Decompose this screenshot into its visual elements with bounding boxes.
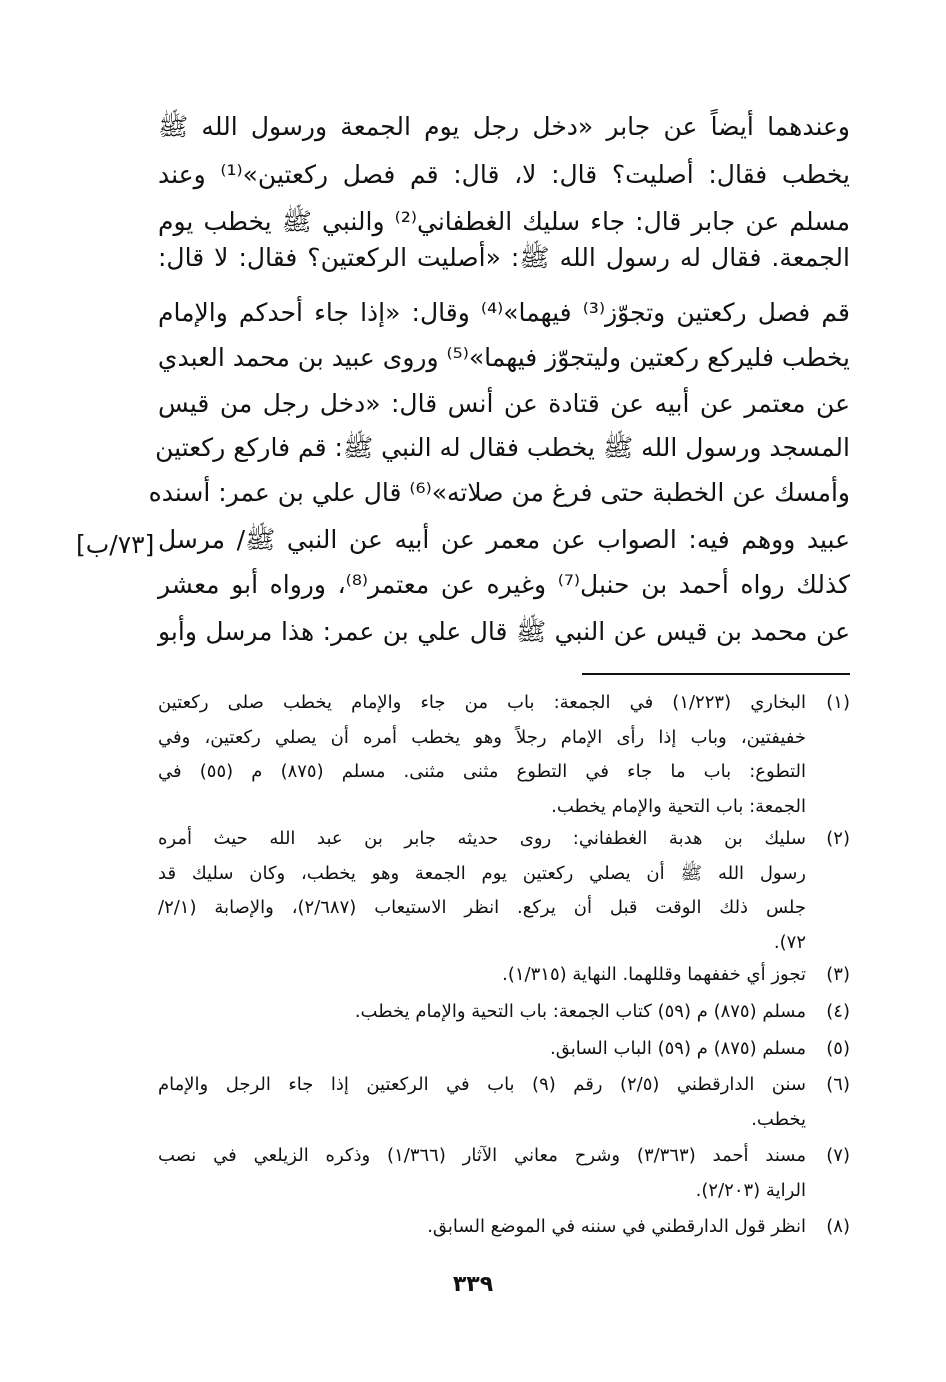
footnote bbox=[158, 822, 850, 960]
footnote bbox=[158, 1210, 850, 1245]
footnote-text bbox=[158, 958, 806, 993]
footnote-number: (٥) bbox=[826, 1038, 850, 1059]
footnote-line: انظر قول الدارقطني في سننه في الموضع السابق. bbox=[427, 1216, 806, 1237]
footnote-number: (١) bbox=[826, 692, 850, 713]
footnote-line: التطوع: باب ما جاء في التطوع مثنى مثنى. مسلم (٨٧٥) م (٥٥) في bbox=[158, 761, 806, 782]
main-text-line: قم فصل ركعتين وتجوّز⁽³⁾ فيهما»⁽⁴⁾ وقال: «إذا جاء أحدكم والإمام bbox=[158, 298, 850, 327]
footnote-line: جلس ذلك الوقت قبل أن يركع. انظر الاستيعاب (٢/٦٨٧)، والإصابة (٢/١/ bbox=[158, 897, 807, 918]
footnote-line: الجمعة: باب التحية والإمام يخطب. bbox=[551, 795, 806, 817]
main-text-line: الجمعة. فقال له رسول الله ﷺ: «أصليت الركعتين؟ فقال: لا قال: bbox=[158, 243, 850, 272]
footnote-line: مسلم (٨٧٥) م (٥٩) الباب السابق. bbox=[550, 1038, 806, 1059]
footnote-line: الراية (٢/٢٠٣). bbox=[695, 1179, 806, 1201]
footnote-line: خفيفتين، وباب إذا رأى الإمام رجلاً وهو يخطب أمره أن يصلي ركعتين، وفي bbox=[158, 726, 806, 748]
footnote-separator bbox=[582, 673, 850, 675]
main-text-line: عن محمد بن قيس عن النبي ﷺ قال علي بن عمر: هذا مرسل وأبو bbox=[158, 617, 850, 646]
footnote-line: سليك بن هدبة الغطفاني: روى حديثه جابر بن عبد الله حيث أمره bbox=[158, 828, 806, 849]
footnote-text bbox=[158, 1210, 806, 1245]
footnote bbox=[158, 686, 850, 824]
footnote bbox=[158, 1032, 850, 1067]
footnote-text bbox=[158, 1139, 806, 1208]
footnote-line: يخطب. bbox=[751, 1108, 806, 1130]
main-text-line: وعندهما أيضاً عن جابر «دخل رجل يوم الجمعة ورسول الله ﷺ bbox=[158, 112, 850, 141]
page-number: ٣٣٩ bbox=[452, 1272, 494, 1297]
footnote-line: البخاري (١/٢٢٣) في الجمعة: باب من جاء والإمام يخطب صلى ركعتين bbox=[158, 692, 806, 713]
main-text-line: عبيد ووهم فيه: الصواب عن معمر عن أبيه عن النبي ﷺ/ مرسل bbox=[158, 525, 850, 554]
main-text-line: كذلك رواه أحمد بن حنبل⁽⁷⁾ وغيره عن معتمر⁽⁸⁾، ورواه أبو معشر bbox=[158, 570, 850, 599]
footnote-number: (٣) bbox=[826, 964, 850, 985]
main-text-line: وأمسك عن الخطبة حتى فرغ من صلاته»⁽⁶⁾ قال علي بن عمر: أسنده bbox=[148, 478, 850, 507]
main-text-line: عن معتمر عن أبيه عن قتادة عن أنس قال: «دخل رجل من قيس bbox=[158, 389, 850, 418]
footnote-number: (٨) bbox=[826, 1216, 850, 1237]
footnote-number: (٦) bbox=[826, 1074, 850, 1095]
footnote-text bbox=[158, 1068, 806, 1137]
main-text-line: المسجد ورسول الله ﷺ يخطب فقال له النبي ﷺ: قم فاركع ركعتين bbox=[155, 433, 850, 462]
footnote bbox=[158, 1068, 850, 1137]
footnote bbox=[158, 995, 850, 1030]
footnote-line: ٧٢). bbox=[773, 931, 806, 953]
main-text-line: يخطب فليركع ركعتين وليتجوّز فيهما»⁽⁵⁾ وروى عبيد بن محمد العبدي bbox=[157, 343, 850, 372]
footnote-line: مسند أحمد (٣/٣٦٣) وشرح معاني الآثار (١/٣٦٦) وذكره الزيلعي في نصب bbox=[158, 1145, 806, 1166]
footnote-number: (٢) bbox=[826, 828, 850, 849]
footnote-line: رسول الله ﷺ أن يصلي ركعتين يوم الجمعة وهو يخطب، وكان سليك قد bbox=[158, 862, 806, 884]
footnote-text bbox=[158, 1032, 806, 1067]
footnote-line: مسلم (٨٧٥) م (٥٩) كتاب الجمعة: باب التحية والإمام يخطب. bbox=[354, 1001, 806, 1022]
manuscript-folio-marker: [٧٣/ب] bbox=[76, 530, 155, 559]
footnote-number: (٧) bbox=[826, 1145, 850, 1166]
footnote-number: (٤) bbox=[826, 1001, 850, 1022]
main-text-line: مسلم عن جابر قال: جاء سليك الغطفاني⁽²⁾ والنبي ﷺ يخطب يوم bbox=[158, 207, 850, 236]
footnote-text bbox=[158, 822, 806, 960]
footnote-text bbox=[158, 686, 806, 824]
footnote-text bbox=[158, 995, 806, 1030]
footnote-line: سنن الدارقطني (٢/٥) رقم (٩) باب في الركعتين إذا جاء الرجل والإمام bbox=[158, 1074, 807, 1095]
footnote bbox=[158, 1139, 850, 1208]
footnote bbox=[158, 958, 850, 993]
main-text-line: يخطب فقال: أصليت؟ قال: لا، قال: قم فصل ركعتين»⁽¹⁾ وعند bbox=[158, 160, 850, 189]
footnote-line: تجوز أي خففهما وقللهما. النهاية (١/٣١٥). bbox=[502, 964, 806, 985]
